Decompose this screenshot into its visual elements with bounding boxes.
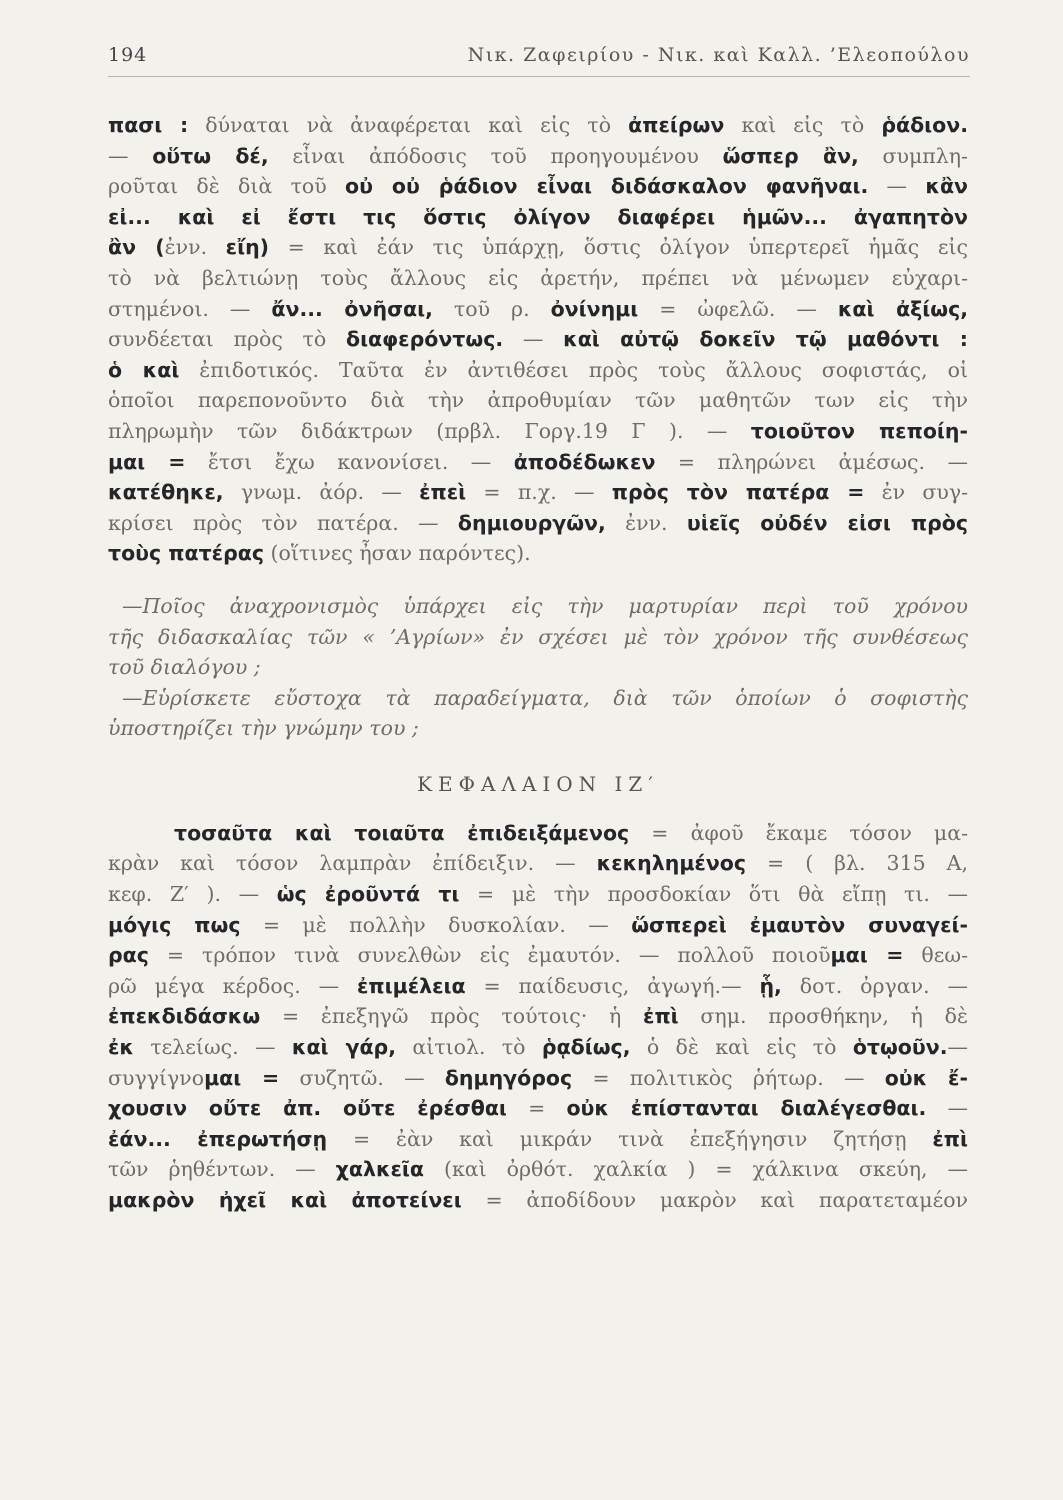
text-line: ροῦται δὲ διὰ τοῦ οὐ οὐ ῥάδιον εἶναι διδάσκαλον φανῆναι. — κἂν	[108, 174, 968, 199]
commentary-section-2	[108, 818, 968, 1216]
question-line: τοῦ διαλόγου ;	[108, 655, 261, 680]
text-line: τὸ νὰ βελτιώνῃ τοὺς ἄλλους εἰς ἀρετήν, πρέπει νὰ μένωμεν εὐχαρι-	[108, 265, 968, 290]
text-line: τοὺς πατέρας (οἵτινες ἦσαν παρόντες).	[108, 541, 531, 566]
text-line: κρίσει πρὸς τὸν πατέρα. — δημιουργῶν, ἐνν. υἱεῖς οὐδέν εἰσι πρὸς	[108, 510, 968, 535]
text-line: ὁποῖοι παρεπονοῦντο διὰ τὴν ἀπροθυμίαν τῶν μαθητῶν των εἰς τὴν	[108, 388, 968, 413]
text-line: ρῶ μέγα κέρδος. — ἐπιμέλεια = παίδευσις, ἀγωγή.— ᾗ, δοτ. ὀργαν. —	[108, 973, 968, 998]
page-number: 194	[108, 44, 148, 66]
text-line: τῶν ῥηθέντων. — χαλκεῖα (καὶ ὀρθότ. χαλκία ) = χάλκινα σκεύη, —	[108, 1157, 968, 1182]
text-line: ἂν (ἐνν. εἴη) = καὶ ἐάν τις ὑπάρχῃ, ὅστις ὀλίγον ὑπερτερεῖ ἡμᾶς εἰς	[108, 235, 968, 260]
text-line: στημένοι. — ἄν... ὀνῆσαι, τοῦ ρ. ὀνίνημι = ὠφελῶ. — καὶ ἀξίως,	[108, 296, 969, 321]
text-line: κατέθηκε, γνωμ. ἀόρ. — ἐπεὶ = π.χ. — πρὸς τὸν πατέρα = ἐν συγ-	[108, 480, 968, 505]
text-line: κρὰν καὶ τόσον λαμπρὰν ἐπίδειξιν. — κεκηλημένος = ( βλ. 315 Α,	[108, 851, 968, 876]
text-line: πασι : δύναται νὰ ἀναφέρεται καὶ εἰς τὸ ἀπείρων καὶ εἰς τὸ ῥάδιον.	[108, 113, 968, 137]
running-head: Νικ. Ζαφειρίου - Νικ. καὶ Καλλ. ’Ελεοπούλου	[467, 44, 970, 66]
text-line: κεφ. Ζ′ ). — ὡς ἐροῦντά τι = μὲ τὴν προσδοκίαν ὅτι θὰ εἴπῃ τι. —	[108, 882, 968, 907]
question-line: τῆς διδασκαλίας τῶν « ’Αγρίων» ἐν σχέσει μὲ τὸν χρόνον τῆς συνθέσεως	[108, 624, 968, 649]
commentary-section-1	[108, 110, 968, 569]
text-line: τοσαῦτα καὶ τοιαῦτα ἐπιδειξάμενος = ἀφοῦ ἔκαμε τόσον μα-	[174, 820, 968, 845]
text-line: χουσιν οὔτε ἀπ. οὔτε ἐρέσθαι = οὐκ ἐπίστανται διαλέγεσθαι. —	[108, 1096, 968, 1121]
text-line: εἰ... καὶ εἰ ἔστι τις ὅστις ὀλίγον διαφέρει ἡμῶν... ἀγαπητὸν	[108, 204, 968, 229]
text-line: συγγίγνομαι = συζητῶ. — δημηγόρος = πολιτικὸς ῥήτωρ. — οὐκ ἔ-	[108, 1065, 968, 1090]
text-line: μαι = ἔτσι ἔχω κανονίσει. — ἀποδέδωκεν = πληρώνει ἀμέσως. —	[108, 449, 968, 474]
study-questions	[108, 591, 968, 744]
text-line: ρας = τρόπον τινὰ συνελθὼν εἰς ἐμαυτόν. — πολλοῦ ποιοῦμαι = θεω-	[108, 943, 969, 968]
page-header	[108, 40, 970, 77]
question-line: —Ποῖος ἀναχρονισμὸς ὑπάρχει εἰς τὴν μαρτυρίαν περὶ τοῦ χρόνου	[122, 593, 968, 618]
text-line: μόγις πως = μὲ πολλὴν δυσκολίαν. — ὥσπερεὶ ἐμαυτὸν συναγεί-	[108, 912, 969, 937]
text-line: — οὕτω δέ, εἶναι ἀπόδοσις τοῦ προηγουμένου ὥσπερ ἂν, συμπλη-	[108, 143, 968, 168]
text-line: ἐκ τελείως. — καὶ γάρ, αἰτιολ. τὸ ῥᾳδίως, ὁ δὲ καὶ εἰς τὸ ὁτῳοῦν.—	[108, 1035, 968, 1060]
question-line: —Εὑρίσκετε εὔστοχα τὰ παραδείγματα, διὰ τῶν ὁποίων ὁ σοφιστὴς	[122, 685, 968, 710]
text-line: συνδέεται πρὸς τὸ διαφερόντως. — καὶ αὐτῷ δοκεῖν τῷ μαθόντι :	[108, 327, 968, 352]
chapter-heading: ΚΕΦΑΛΑΙΟΝ ΙΖ′	[417, 771, 659, 796]
text-line: πληρωμὴν τῶν διδάκτρων (πρβλ. Γοργ.19 Γ ). — τοιοῦτον πεποίη-	[108, 418, 968, 443]
text-line: ἐπεκδιδάσκω = ἐπεξηγῶ πρὸς τούτοις· ἡ ἐπὶ σημ. προσθήκην, ἡ δὲ	[108, 1004, 968, 1029]
question-line: ὑποστηρίζει τὴν γνώμην του ;	[108, 716, 419, 741]
text-line: ὁ καὶ ἐπιδοτικός. Ταῦτα ἐν ἀντιθέσει πρὸς τοὺς ἄλλους σοφιστάς, οἱ	[108, 357, 969, 382]
text-line: μακρὸν ἠχεῖ καὶ ἀποτείνει = ἀποδίδουν μακρὸν καὶ παρατεταμέον	[108, 1188, 968, 1212]
page-body	[108, 110, 968, 1216]
text-line: ἐάν... ἐπερωτήσῃ = ἐὰν καὶ μικράν τινὰ ἐπεξήγησιν ζητήσῃ ἐπὶ	[108, 1126, 968, 1151]
